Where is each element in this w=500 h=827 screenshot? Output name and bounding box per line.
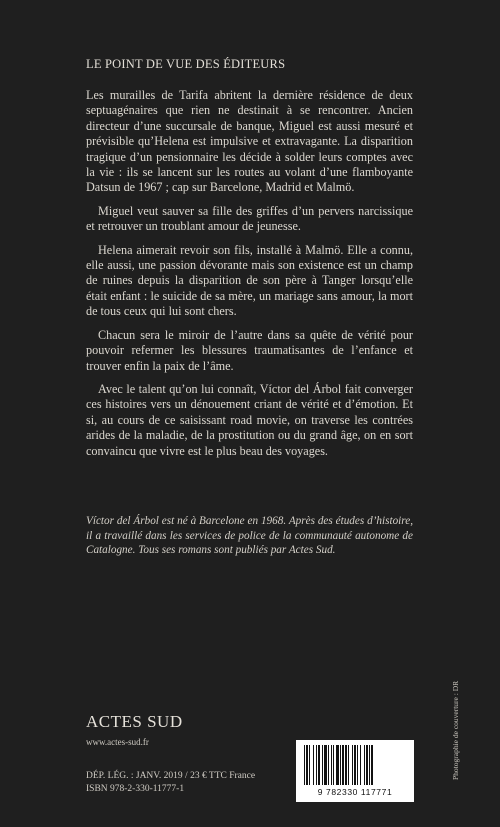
isbn: ISBN 978-2-330-11777-1: [86, 784, 185, 794]
barcode-number: 9 782330 117771: [317, 787, 393, 797]
author-bio: Víctor del Árbol est né à Barcelone en 1968. Après des études d’histoire, il a travaillé dans les services de police de la communauté autonome de Catalogne. Tous ses romans sont publiés par Actes Sud.: [86, 515, 413, 557]
publisher-logo: ACTES SUD: [86, 712, 183, 731]
legal-deposit: DÉP. LÉG. : JANV. 2019 / 23 € TTC France: [86, 771, 256, 781]
publisher-url: www.actes-sud.fr: [86, 737, 149, 747]
synopsis-paragraph: Les murailles de Tarifa abritent la dernière résidence de deux septuagénaires que rien ne destinait à se rencontrer. Ancien directeur d’une succursale de banque, Miguel est aussi mesuré et prévisible qu’Helena est impulsive et extravagante. La disparition tragique d’un pensionnaire les décide à solder leurs comptes avec la vie : ils se lancent sur les routes au volant d’une flamboyante Datsun de 1967 ; cap sur Barcelone, Madrid et Malmö.: [86, 88, 413, 195]
synopsis-paragraph: Miguel veut sauver sa fille des griffes d’un pervers narcissique et retrouver un troublant amour de jeunesse.: [86, 203, 413, 234]
section-heading: LE POINT DE VUE DES ÉDITEURS: [86, 57, 286, 71]
synopsis-paragraph: Avec le talent qu’on lui connaît, Víctor del Árbol fait converger ces histoires vers un dénouement criant de vérité et d’émotion. Et si, au cours de ce saisissant road movie, on traverse les contrées arides de la maladie, de la prostitution ou du grand âge, on en sort convaincu que vivre est le plus beau des voyages.: [86, 381, 413, 458]
synopsis: [86, 88, 413, 467]
photo-credit: Photographie de couverture : DR: [451, 680, 460, 780]
synopsis-paragraph: Chacun sera le miroir de l’autre dans sa quête de vérité pour pouvoir refermer les blessures traumatisantes de l’enfance et trouver enfin la paix de l’âme.: [86, 327, 413, 373]
legal-info: [86, 770, 255, 796]
barcode-bars-icon: [304, 745, 406, 787]
barcode: [296, 740, 414, 802]
synopsis-paragraph: Helena aimerait revoir son fils, installé à Malmö. Elle a connu, elle aussi, une passion dévorante mais son existence est un champ de ruines depuis la disparition de son père à Tanger lorsqu’elle était enfant : le suicide de sa mère, un mariage sans amour, la mort de tous ceux qui lui sont chers.: [86, 242, 413, 319]
